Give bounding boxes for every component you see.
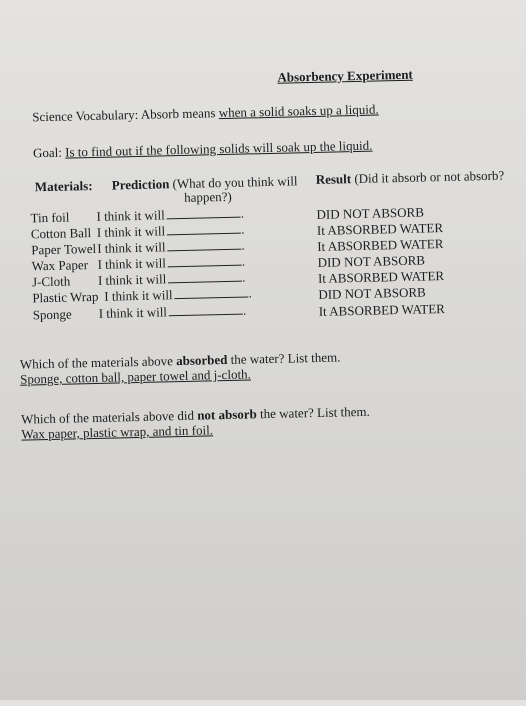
prediction-text: I think it will (96, 223, 166, 240)
prediction-dot: . (240, 221, 245, 237)
prediction-dot: . (241, 237, 245, 253)
material-name: Tin foil (30, 209, 70, 226)
answer-absorbed: Sponge, cotton ball, paper towel and j-cloth. (20, 366, 252, 387)
result-cell: It ABSORBED WATER (318, 301, 446, 319)
result-cell: It ABSORBED WATER (317, 236, 444, 254)
prediction-text: I think it will (96, 207, 165, 224)
prediction-dot: . (248, 285, 252, 301)
goal-answer: Is to find out if the following solids will soak up the liquid. (65, 137, 373, 160)
answer-blank (169, 303, 243, 317)
vocabulary-answer: when a solid soaks up a liquid. (218, 101, 379, 121)
page-title: Absorbency Experiment (277, 66, 413, 85)
prediction-dot: . (240, 205, 245, 221)
question-text: the water? List them. (256, 403, 370, 422)
prediction-dot: . (242, 302, 247, 318)
prediction-dot: . (241, 253, 246, 269)
answer-not-absorbed: Wax paper, plastic wrap, and tin foil. (21, 422, 214, 442)
prediction-text: I think it will (97, 239, 166, 256)
goal-label: Goal: (32, 144, 66, 161)
prediction-dot: . (242, 269, 246, 285)
prediction-text: I think it will (97, 271, 167, 288)
question-text: Which of the materials above did (20, 407, 198, 427)
answer-blank (168, 254, 242, 268)
material-name: Sponge (32, 306, 72, 323)
result-cell: DID NOT ABSORB (318, 284, 426, 302)
answer-blank (174, 285, 248, 299)
prediction-header-bold: Prediction (111, 176, 170, 193)
goal-line (33, 138, 373, 161)
prediction-header-line2: happen?) (183, 188, 232, 205)
material-name: Cotton Ball (30, 225, 92, 242)
material-name: Paper Towel (31, 240, 97, 258)
prediction-cell (99, 303, 247, 321)
prediction-text: I think it will (97, 255, 167, 272)
prediction-cell (104, 285, 252, 303)
result-header-rest: (Did it absorb or not absorb? (350, 167, 505, 187)
question-text: the water? List them. (227, 349, 341, 367)
material-name: Plastic Wrap (32, 288, 99, 306)
result-cell: It ABSORBED WATER (316, 220, 444, 238)
result-header-bold: Result (315, 171, 352, 187)
materials-header: Materials: (34, 178, 93, 195)
question-keyword: absorbed (175, 351, 228, 369)
prediction-header-rest: (What do you think will (169, 173, 298, 192)
prediction-text: I think it will (98, 304, 168, 321)
vocabulary-prefix: Science Vocabulary: Absorb means (32, 105, 219, 125)
answer-blank (167, 222, 241, 236)
prediction-text: I think it will (104, 287, 173, 304)
result-header (316, 168, 505, 187)
question-keyword: not absorb (197, 406, 257, 423)
question-text: Which of the materials above (19, 353, 177, 372)
result-cell: DID NOT ABSORB (316, 204, 425, 222)
answer-blank (167, 206, 241, 220)
result-cell: It ABSORBED WATER (317, 268, 445, 286)
result-cell: DID NOT ABSORB (317, 252, 426, 270)
vocabulary-line (32, 101, 379, 124)
material-name: J-Cloth (31, 273, 71, 290)
material-name: Wax Paper (31, 257, 89, 274)
answer-blank (167, 238, 241, 252)
answer-blank (168, 270, 242, 284)
